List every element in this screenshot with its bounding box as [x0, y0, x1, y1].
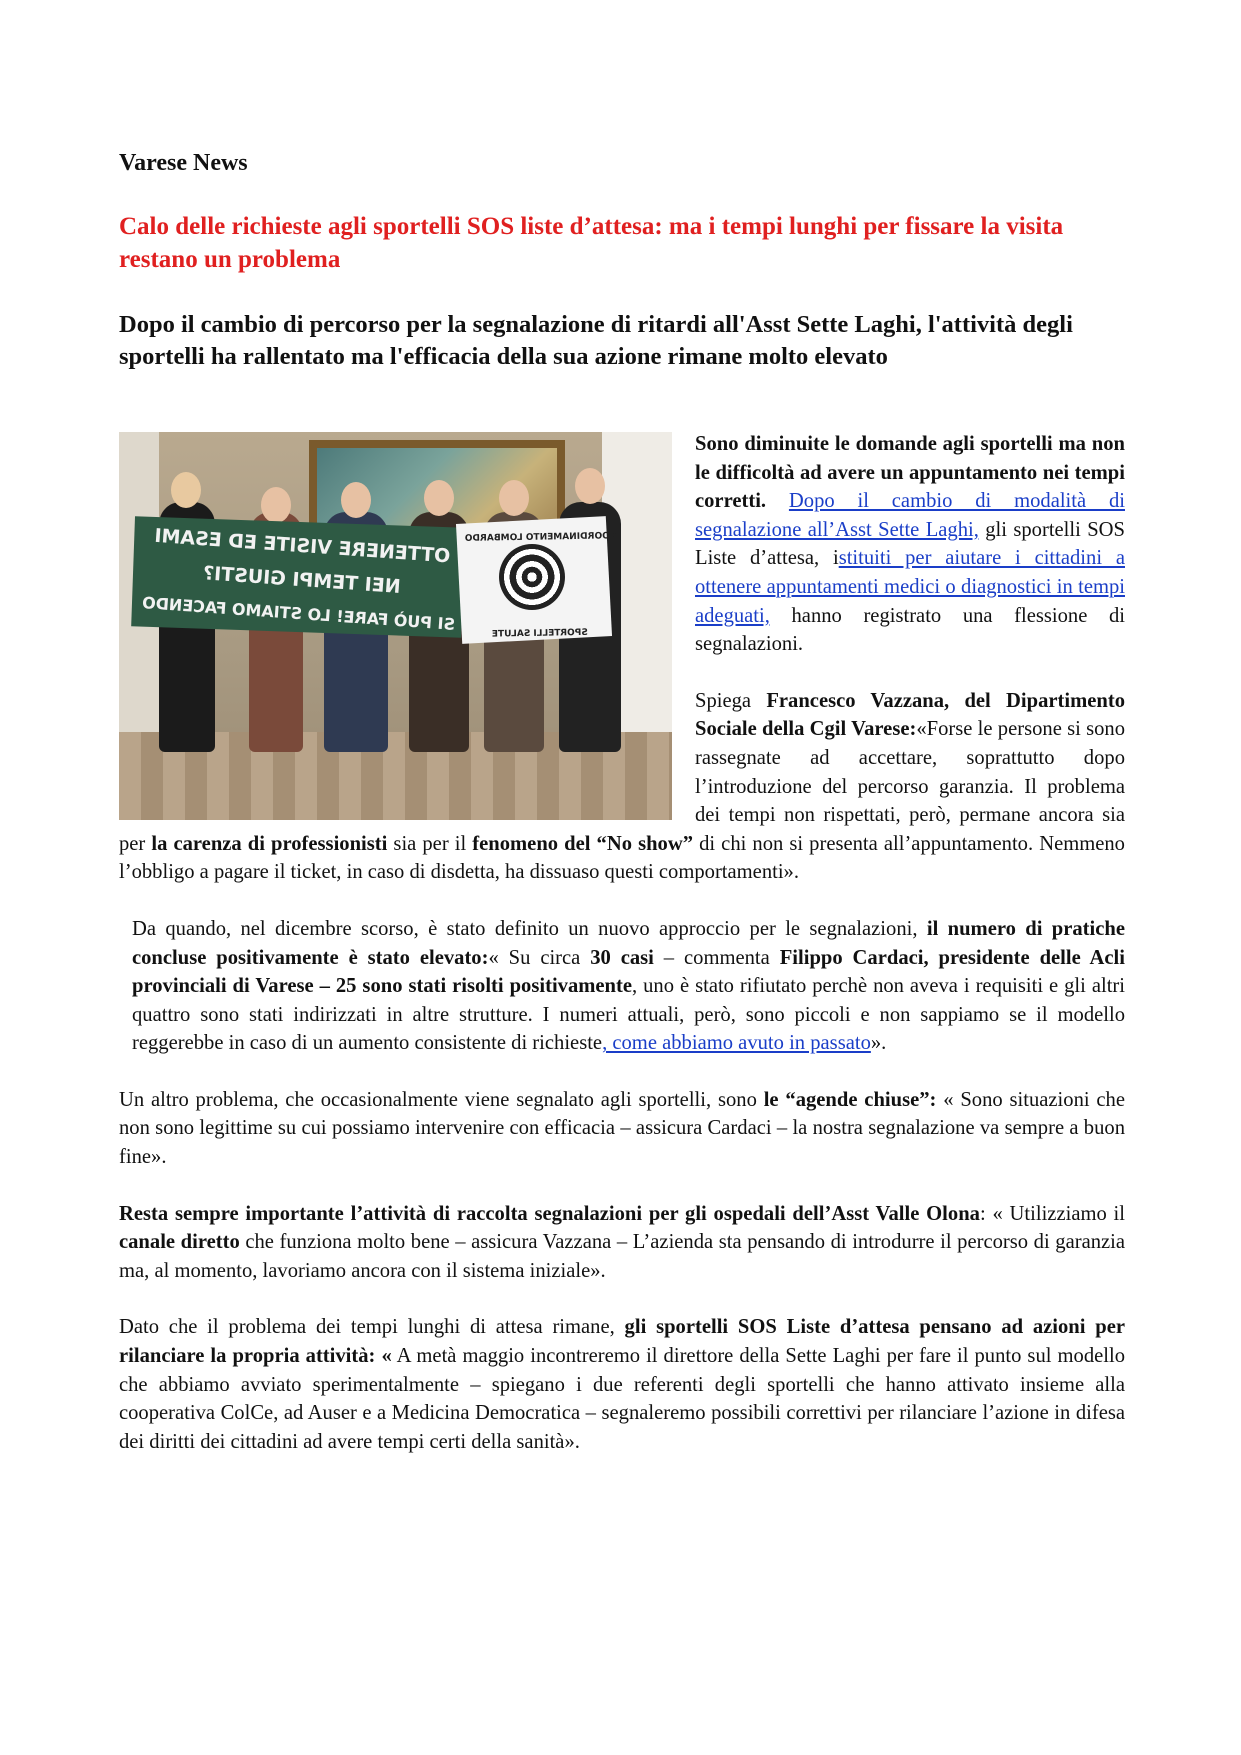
- text-run: Un altro problema, che occasionalmente viene segnalato agli sportelli, sono: [119, 1088, 764, 1111]
- article-headline: Calo delle richieste agli sportelli SOS liste d’attesa: ma i tempi lunghi per fissare la visita restano un problema: [119, 213, 1064, 273]
- text-run: Dato che il problema dei tempi lunghi di attesa rimane,: [119, 1316, 625, 1339]
- text-run: Da quando, nel dicembre scorso, è stato definito un nuovo approccio per le segnalazioni,: [132, 917, 927, 940]
- spiral-logo-icon: [499, 544, 565, 610]
- text-run: ».: [870, 1032, 887, 1055]
- bold-text: canale diretto: [119, 1231, 240, 1254]
- text-run: A metà maggio incontreremo il direttore della Sette Laghi per fare il punto sul modello che abbiamo avviato sperimentalmente – spiegano i due referenti degli sportelli che hanno attivato insieme alla cooperativa ColCe, ad Auser e a Medicina Democratica – segnaleremo possibili correttivi per rilanciare l’azione in difesa dei diritti dei cittadini ad avere tempi certi della sanità».: [119, 1345, 1125, 1453]
- bold-text: Sono diminuite le domande agli sportelli ma non le difficoltà ad avere un appuntamento nei tempi corretti.: [695, 433, 1125, 513]
- text-run: di chi non si presenta all’appuntamento. Nemmeno l’obbligo a pagare il ticket, in caso di disdetta, ha dissuaso questi comportamenti».: [119, 832, 1125, 884]
- photo-person-head: [171, 472, 201, 508]
- banner-text-line: COORDINAMENTO LOMBARDO: [464, 531, 617, 544]
- photo-person-head: [575, 468, 605, 504]
- banner-text-line: OTTENERE VISITE ED ESAMI: [153, 524, 451, 568]
- paragraph: [119, 915, 1125, 1058]
- text-run: « Su circa: [488, 946, 591, 969]
- paragraph: [119, 1313, 1125, 1456]
- bold-text: Filippo Cardaci, presidente delle Acli provinciali di Varese – 25 sono stati risolti positivamente: [132, 946, 1125, 998]
- text-run: gli sportelli SOS Liste d’attesa, i: [695, 518, 1125, 570]
- photo-person-head: [341, 482, 371, 518]
- text-run: – commenta: [653, 946, 780, 969]
- paragraph: [119, 1200, 1125, 1286]
- bold-text: le “agende chiuse”:: [763, 1088, 937, 1111]
- bold-text: fenomeno del “No show”: [472, 832, 694, 855]
- photo-person-head: [424, 480, 454, 516]
- banner-text-line: NEI TEMPI GIUSTI?: [202, 562, 402, 599]
- bold-text: Francesco Vazzana, del Dipartimento Sociale della Cgil Varese:: [695, 689, 1125, 741]
- text-run: Spiega: [695, 689, 767, 712]
- text-run: che funziona molto bene – assicura Vazzana – L’azienda sta pensando di introdurre il percorso di garanzia ma, al momento, lavoriamo ancora con il sistema iniziale».: [119, 1231, 1126, 1282]
- article-link[interactable]: , come abbiamo avuto in passato: [602, 1032, 871, 1055]
- text-run: « Sono situazioni che non sono legittime su cui possiamo intervenire con efficacia – assicura Cardaci – la nostra segnalazione va sempre a buon fine».: [119, 1088, 1125, 1169]
- text-run: «Forse le persone si sono rassegnate ad accettare, soprattutto dopo l’introduzione del percorso garanzia. Il problema dei tempi non rispettati, però, permane ancora sia per: [119, 718, 1125, 855]
- article-link[interactable]: stituiti per aiutare i cittadini a ottenere appuntamenti medici o diagnostici in tempi adeguati,: [695, 547, 1125, 627]
- text-run: [766, 490, 789, 512]
- bold-text: 30 casi: [590, 946, 654, 969]
- text-run: : « Utilizziamo il: [979, 1202, 1126, 1225]
- article-subheadline: Dopo il cambio di percorso per la segnalazione di ritardi all'Asst Sette Laghi, l'attività degli sportelli ha rallentato ma l'efficacia della sua azione rimane molto elevato: [119, 311, 1073, 370]
- bold-text: la carenza di professionisti: [151, 832, 388, 855]
- bold-text: il numero di pratiche concluse positivamente è stato elevato:: [132, 917, 1125, 969]
- photo-person-head: [261, 487, 291, 523]
- paragraph: [119, 1086, 1125, 1172]
- source-name: Varese News: [119, 150, 248, 176]
- text-run: hanno registrato una flessione di segnalazioni.: [695, 604, 1125, 656]
- text-run: sia per il: [387, 832, 473, 855]
- photo-banner-green: [131, 516, 465, 637]
- article-body: [119, 430, 1125, 1484]
- text-run: , uno è stato rifiutato perchè non aveva i requisiti e gli altri quattro sono stati indirizzati in altre strutture. I numeri attuali, però, sono piccoli e non sappiamo se il modello reggerebbe in caso di un aumento consistente di richieste: [132, 975, 1125, 1055]
- article-link[interactable]: Dopo il cambio di modalità di segnalazione all’Asst Sette Laghi,: [695, 490, 1125, 541]
- article-photo: [119, 432, 672, 820]
- photo-person-head: [499, 480, 529, 516]
- banner-text-line: SI PUÒ FARE! LO STIAMO FACENDO: [141, 593, 456, 634]
- bold-text: Resta sempre importante l’attività di raccolta segnalazioni per gli ospedali dell’Asst Valle Olona: [119, 1202, 980, 1225]
- bold-text: gli sportelli SOS Liste d’attesa pensano ad azioni per rilanciare la propria attività: «: [119, 1316, 1125, 1368]
- banner-text-line: SPORTELLI SALUTE: [491, 627, 588, 640]
